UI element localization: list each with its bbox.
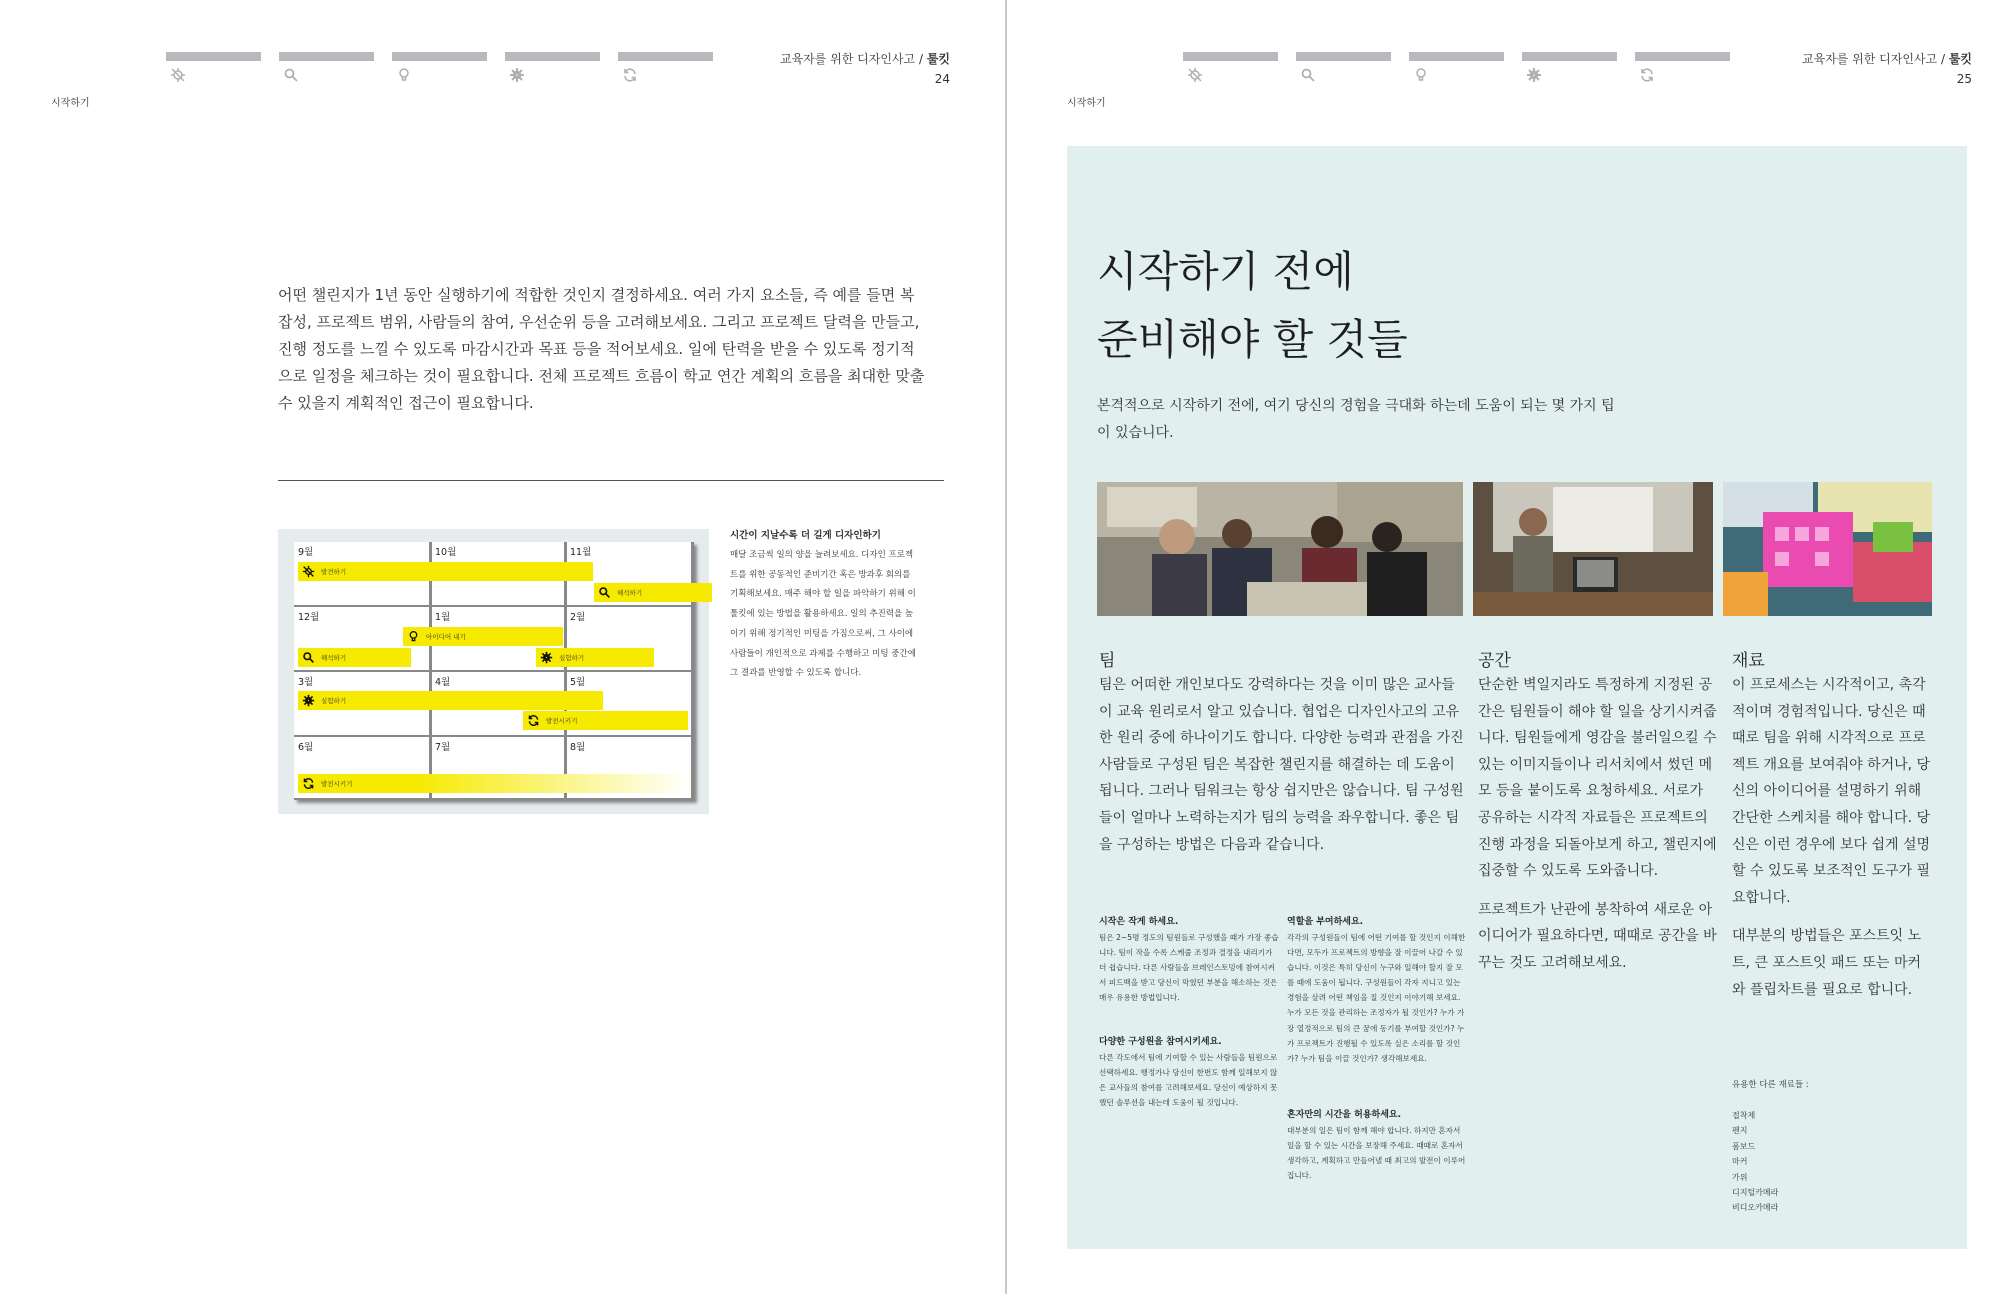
month-label: 11월 (570, 547, 592, 558)
page-title (1097, 238, 1408, 374)
month-label: 8월 (570, 742, 586, 753)
book-tag: 툴킷 (926, 52, 950, 66)
calendar-bar (523, 711, 688, 730)
tip-title: 다양한 구성원을 참여시키세요. (1099, 1037, 1222, 1047)
cycle-icon (1639, 67, 1657, 89)
calendar-bar (594, 583, 712, 602)
search-icon (283, 67, 301, 89)
cycle-icon (622, 67, 640, 89)
calendar-bar (536, 648, 654, 667)
page-number: 24 (934, 72, 950, 86)
gear-icon (540, 651, 553, 664)
month-label: 3월 (298, 677, 314, 688)
space-photo (1473, 482, 1713, 616)
tip-block (1287, 1107, 1467, 1183)
tip-title: 혼자만의 시간을 허용하세요. (1287, 1110, 1402, 1120)
tip-body: 다른 각도에서 팀에 기여할 수 있는 사람들을 팀원으로 선택하세요. 행정가나 당신이 한번도 함께 일해보지 않은 교사들의 참여를 고려해보세요. 당신이 예상하지 못했던 솔루션을 내는데 도움이 될 것입니다. (1099, 1053, 1278, 1108)
discovery-icon (1187, 67, 1205, 89)
month-label: 6월 (298, 742, 314, 753)
month-label: 7월 (435, 742, 451, 753)
calendar-bar-label: 발전시키기 (321, 780, 353, 788)
column-paragraph: 팀은 어떠한 개인보다도 강력하다는 것을 이미 많은 교사들이 교육 원리로서 알고 있습니다. 협업은 디자인사고의 고유한 원리 중에 하나이기도 합니다. 다양한 능력과 관점을 가진 사람들로 구성된 팀은 복잡한 챌린지를 해결하는 데 도움이 됩니다. 그러나 팀워크는 항상 쉽지만은 않습니다. 팀 구성원들이 얼마나 노력하는지가 팀의 능력을 좌우합니다. 좋은 팀을 구성하는 방법은 다음과 같습니다. (1099, 677, 1464, 853)
column-heading-materials: 재료 (1732, 651, 1765, 671)
page-header (1712, 49, 1972, 89)
material-item: 가위 (1732, 1172, 1748, 1182)
lightbulb-icon (396, 67, 414, 89)
tip-body: 각각의 구성원들이 팀에 어떤 기여를 할 것인지 이해한다면, 모두가 프로젝트의 방향을 잘 이끌어 나갈 수 있습니다. 이것은 특히 당신이 누구와 일해야 할지 잘 모를 때에 도움이 됩니다. 구성원들이 각자 지니고 있는 경험을 살려 어떤 책임을 질 것인지 이야기해 보세요. 누가 모든 것을 관리하는 조정자가 될 것인가? 누가 가장 열정적으로 팀의 큰 꿈에 동기를 부여할 것인가? 누가 프로젝트가 진행될 수 있도록 실은 소리를 할 것인가? 누가 팀을 이끌 것인가? 생각해보세요. (1287, 933, 1466, 1063)
material-item: 비디오카메라 (1732, 1203, 1779, 1213)
tab-ideation[interactable] (1409, 52, 1504, 89)
stage-tabs (1183, 52, 1730, 89)
calendar-bar-label: 발견하기 (321, 568, 347, 576)
month-label: 2월 (570, 612, 586, 623)
column-heading-space: 공간 (1478, 651, 1511, 671)
calendar-bar-label: 아이디어 내기 (426, 633, 466, 641)
column-paragraph: 이 프로세스는 시각적이고, 촉각적이며 경험적입니다. 당신은 때때로 팀을 위해 시각적으로 프로젝트 개요를 보여줘야 하거나, 당신의 아이디어를 설명하기 위해 간단한 스케치를 해야 합니다. 당신은 이런 경우에 보다 쉽게 설명할 수 있도록 보조적인 도구가 필요합니다. (1732, 677, 1931, 906)
discovery-icon (170, 67, 188, 89)
section-label: 시작하기 (51, 98, 90, 109)
sidebar-body: 매달 조금씩 일의 양을 늘려보세요. 디자인 프로젝트를 위한 공동적인 준비기간 혹은 방과후 회의를 기획해보세요. 매주 해야 할 일을 파악하기 위해 이 툴킷에 있는 방법을 활용하세요. 일의 추진력을 높이기 위해 정기적인 미팅을 가짐으로써, 그 사이에 사람들이 개인적으로 과제를 수행하고 미팅 중간에 그 결과를 반영할 수 있도록 합니다. (730, 550, 916, 679)
calendar-grid (294, 542, 694, 800)
calendar-bar (298, 648, 411, 667)
calendar-bar (298, 562, 593, 581)
month-label: 5월 (570, 677, 586, 688)
materials-photo (1723, 482, 1932, 616)
cycle-icon (527, 714, 540, 727)
tip-body: 팀은 2~5명 정도의 팀원들로 구성했을 때가 가장 좋습니다. 팀이 작을 수록 스케줄 조정과 결정을 내리기가 더 쉽습니다. 다른 사람들을 브레인스토밍에 참여시켜서 피드백을 받고 당신이 막혔던 부분을 해소하는 것은 매우 유용한 방법입니다. (1099, 933, 1279, 1003)
book-tag: 툴킷 (1948, 52, 1972, 66)
calendar-bar (298, 691, 603, 710)
title-line: 준비해야 할 것들 (1097, 315, 1408, 364)
tip-title: 역할을 부여하세요. (1287, 917, 1364, 927)
tab-ideation[interactable] (392, 52, 487, 89)
month-label: 9월 (298, 547, 314, 558)
material-item: 접착제 (1732, 1111, 1756, 1120)
search-icon (598, 586, 611, 599)
team-photo (1097, 482, 1463, 616)
tip-body: 대부분의 일은 팀이 함께 해야 합니다. 하지만 혼자서 일을 할 수 있는 시간을 보장해 주세요. 때때로 혼자서 생각하고, 계획하고 만들어낼 때 최고의 발전이 이루어집니다. (1287, 1126, 1466, 1181)
lightbulb-icon (407, 630, 420, 643)
gear-icon (509, 67, 527, 89)
material-item: 마커 (1732, 1157, 1748, 1167)
stage-tabs (166, 52, 713, 89)
material-item: 펜지 (1732, 1126, 1748, 1136)
cycle-icon (302, 777, 315, 790)
tab-evolution[interactable] (618, 52, 713, 89)
tab-interpretation[interactable] (279, 52, 374, 89)
tab-experimentation[interactable] (1522, 52, 1617, 89)
project-calendar (278, 529, 709, 814)
tip-block (1099, 914, 1279, 1005)
column-heading-team: 팀 (1099, 651, 1116, 671)
gear-icon (302, 694, 315, 707)
tip-block (1287, 914, 1467, 1066)
month-label: 1월 (435, 612, 451, 623)
tab-discovery[interactable] (1183, 52, 1278, 89)
calendar-bar (298, 774, 690, 793)
column-body-space (1478, 672, 1718, 989)
lead-paragraph: 어떤 챌린지가 1년 동안 실행하기에 적합한 것인지 결정하세요. 여러 가지 요소들, 즉 예를 들면 복잡성, 프로젝트 범위, 사람들의 참여, 우선순위 등을 고려해보세요. 그리고 프로젝트 달력을 만들고, 진행 정도를 느낄 수 있도록 마감시간과 목표 등을 적어보세요. 일에 탄력을 받을 수 있도록 정기적으로 일정을 체크하는 것이 필요합니다. 전체 프로젝트 흐름이 학교 연간 계획의 흐름을 최대한 맞출 수 있을지 계획적인 접근이 필요합니다. (278, 286, 925, 412)
month-label: 12월 (298, 612, 320, 623)
gear-icon (1526, 67, 1544, 89)
calendar-bar-label: 실험하기 (321, 697, 347, 705)
material-item: 폼보드 (1732, 1141, 1756, 1151)
tip-title: 시작은 작게 하세요. (1099, 917, 1179, 927)
page-number: 25 (1956, 72, 1972, 86)
search-icon (1300, 67, 1318, 89)
calendar-bar-label: 해석하기 (617, 589, 643, 597)
divider (278, 480, 944, 481)
calendar-bar-label: 실험하기 (559, 654, 585, 662)
intro-paragraph: 본격적으로 시작하기 전에, 여기 당신의 경험을 극대화 하는데 도움이 되는 몇 가지 팁이 있습니다. (1097, 398, 1615, 441)
materials-list (1732, 1108, 1778, 1216)
calendar-bar (403, 627, 563, 646)
title-line: 시작하기 전에 (1097, 247, 1354, 296)
left-page (0, 0, 1005, 1294)
search-icon (302, 651, 315, 664)
month-label: 4월 (435, 677, 451, 688)
material-item: 디지털카메라 (1732, 1188, 1779, 1198)
book-title: 교육자를 위한 디자인사고 / (1801, 52, 1949, 66)
calendar-bar-label: 해석하기 (321, 654, 347, 662)
sidebar-title: 시간이 지날수록 더 길게 디자인하기 (730, 530, 881, 541)
column-body-materials (1732, 672, 1932, 1015)
tab-experimentation[interactable] (505, 52, 600, 89)
column-paragraph: 프로젝트가 난관에 봉착하여 새로운 아이디어가 필요하다면, 때때로 공간을 바꾸는 것도 고려해보세요. (1478, 901, 1717, 971)
column-paragraph: 단순한 벽일지라도 특정하게 지정된 공간은 팀원들이 해야 할 일을 상기시켜줍니다. 팀원들에게 영감을 불러일으킬 수 있는 이미지들이나 리서치에서 썼던 메모 등을 붙이도록 요청하세요. 서로가 공유하는 시각적 자료들은 프로젝트의 진행 과정을 되돌아보게 하고, 챌린지에 집중할 수 있도록 도와줍니다. (1478, 677, 1717, 880)
page-header (700, 49, 950, 89)
discovery-icon (302, 565, 315, 578)
calendar-bar-label: 발전시키기 (546, 717, 578, 725)
column-paragraph: 대부분의 방법들은 포스트잇 노트, 큰 포스트잇 패드 또는 마커와 플립차트를 필요로 합니다. (1732, 928, 1922, 998)
materials-list-label: 유용한 다른 재료들 : (1732, 1080, 1809, 1090)
tab-discovery[interactable] (166, 52, 261, 89)
book-title: 교육자를 위한 디자인사고 / (779, 52, 927, 66)
lightbulb-icon (1413, 67, 1431, 89)
month-label: 10월 (435, 547, 457, 558)
section-label: 시작하기 (1067, 98, 1106, 109)
column-body-team (1099, 672, 1464, 870)
tab-interpretation[interactable] (1296, 52, 1391, 89)
tip-block (1099, 1034, 1279, 1110)
